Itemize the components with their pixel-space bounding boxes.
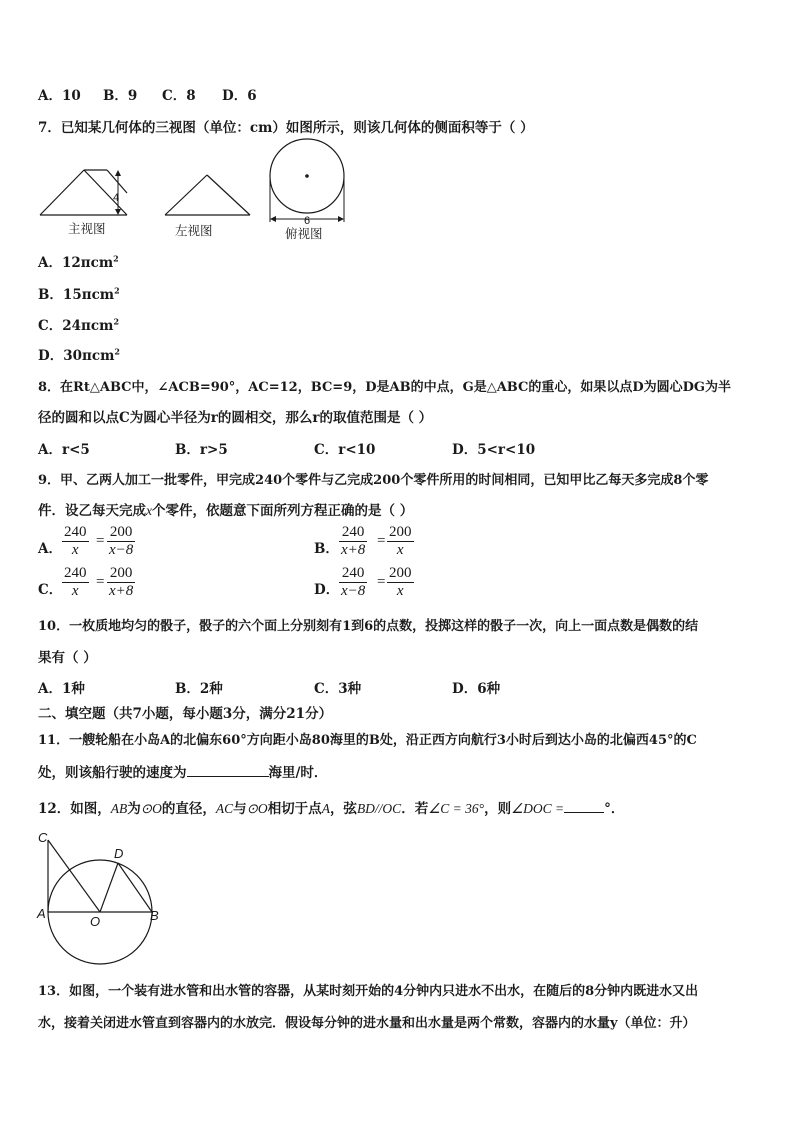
q9-option-d-equals: = (377, 574, 386, 590)
q6-option-a: A．10 (38, 88, 81, 104)
label-a: A (37, 906, 46, 921)
top-view-center-dot (305, 174, 309, 178)
q13-line2: 水，接着关闭进水管直到容器内的水放完．假设每分钟的进水量和出水量是两个常数，容器内的水量y（单位：升） (38, 1016, 696, 1031)
q8-option-c: C．r<10 (314, 442, 376, 458)
q9-option-b-right-fraction: $\frac{200}{x}$ (389, 524, 412, 558)
q9-option-c-equals: = (96, 574, 105, 590)
q10-option-c: C．3种 (314, 681, 362, 697)
q8-option-d: D．5<r<10 (452, 442, 536, 458)
q10-line2: 果有（ ） (38, 650, 97, 666)
q8-option-a: A．r<5 (38, 442, 90, 458)
label-d: D (114, 846, 124, 861)
label-o: O (90, 914, 101, 929)
chord-bd (118, 863, 152, 912)
q7-option-a: A．12πcm$^2$ (38, 253, 119, 271)
q9-option-b-left-fraction: $\frac{240}{x+8}$ (341, 524, 366, 558)
height-label: 4 (113, 192, 120, 204)
q9-option-b-equals: = (377, 533, 386, 549)
q9-option-a-letter: A． (38, 541, 62, 557)
q11-line2: 处，则该船行驶的速度为 海里/时． (38, 761, 327, 781)
label-c: C (38, 830, 48, 845)
q9-option-c-letter: C． (38, 582, 63, 598)
q12-answer-blank (564, 800, 604, 813)
side-view-label: 左视图 (175, 224, 213, 238)
q9-option-d-left-fraction: $\frac{240}{x-8}$ (341, 565, 366, 599)
q10-option-a: A．1种 (38, 681, 85, 697)
side-view (165, 175, 250, 215)
label-b: B (150, 908, 159, 923)
q7-stem: 7．已知某几何体的三视图（单位：cm）如图所示，则该几何体的侧面积等于（ ） (38, 120, 534, 136)
q11-answer-blank (187, 762, 269, 777)
q6-option-d: D．6 (222, 88, 257, 104)
q8-line2: 径的圆和以点C为圆心半径为r的圆相交，那么r的取值范围是（ ） (38, 410, 433, 426)
q8-line1: 8．在Rt△ABC中，∠ACB=90°，AC=12，BC=9，D是AB的中点，G是△ABC的重心，如果以点D为圆心DG为半 (38, 380, 731, 395)
q9-option-a-left-fraction: $\frac{240}{x}$ (64, 524, 87, 558)
q9-option-a-equals: = (96, 533, 105, 549)
q9-option-c-left-fraction: $\frac{240}{x}$ (64, 565, 87, 599)
width-label: 6 (304, 215, 311, 227)
q9-option-d-letter: D． (314, 582, 340, 598)
q11-line1: 11．一艘轮船在小岛A的北偏东60°方向距小岛80海里的B处，沿正西方向航行3小时后到达小岛的北偏西45°的C (38, 733, 697, 748)
q7-option-b: B．15πcm$^2$ (38, 285, 120, 303)
q8-option-b: B．r>5 (175, 442, 228, 458)
q10-option-d: D．6种 (452, 681, 501, 697)
segment-od (100, 863, 118, 912)
q6-option-b: B．9 (103, 88, 138, 104)
q9-option-c-right-fraction: $\frac{200}{x+8}$ (109, 565, 134, 599)
segment-co (48, 840, 100, 912)
q9-option-b-letter: B． (314, 541, 339, 557)
q9-line1: 9．甲、乙两人加工一批零件，甲完成240个零件与乙完成200个零件所用的时间相同，已知甲比乙每天多完成8个零 (38, 473, 709, 488)
q9-line2: 件．设乙每天完成x个零件，依题意下面所列方程正确的是（ ） (38, 503, 414, 519)
q7-option-d: D．30πcm$^2$ (38, 346, 120, 364)
q12-circle-figure (0, 820, 200, 970)
q12-stem: 12．如图，AB为⊙O的直径，AC与⊙O相切于点A，弦BD//OC．若∠C = 36°，则∠DOC = °． (38, 801, 625, 817)
q13-line1: 13．如图，一个装有进水管和出水管的容器，从某时刻开始的4分钟内只进水不出水，在随后的8分钟内既进水又出 (38, 984, 699, 999)
q10-line1: 10．一枚质地均匀的骰子，骰子的六个面上分别刻有1到6的点数，投掷这样的骰子一次，向上一面点数是偶数的结 (38, 619, 699, 634)
q7-option-c: C．24πcm$^2$ (38, 316, 120, 334)
q9-option-a-right-fraction: $\frac{200}{x-8}$ (109, 524, 134, 558)
q7-three-view-figure (0, 0, 794, 260)
top-view-label: 俯视图 (285, 227, 323, 241)
q6-option-c: C．8 (162, 88, 196, 104)
section-2-heading: 二、填空题（共7小题，每小题3分，满分21分） (38, 706, 333, 722)
front-view-label: 主视图 (68, 222, 106, 236)
q10-option-b: B．2种 (175, 681, 223, 697)
q9-option-d-right-fraction: $\frac{200}{x}$ (389, 565, 412, 599)
